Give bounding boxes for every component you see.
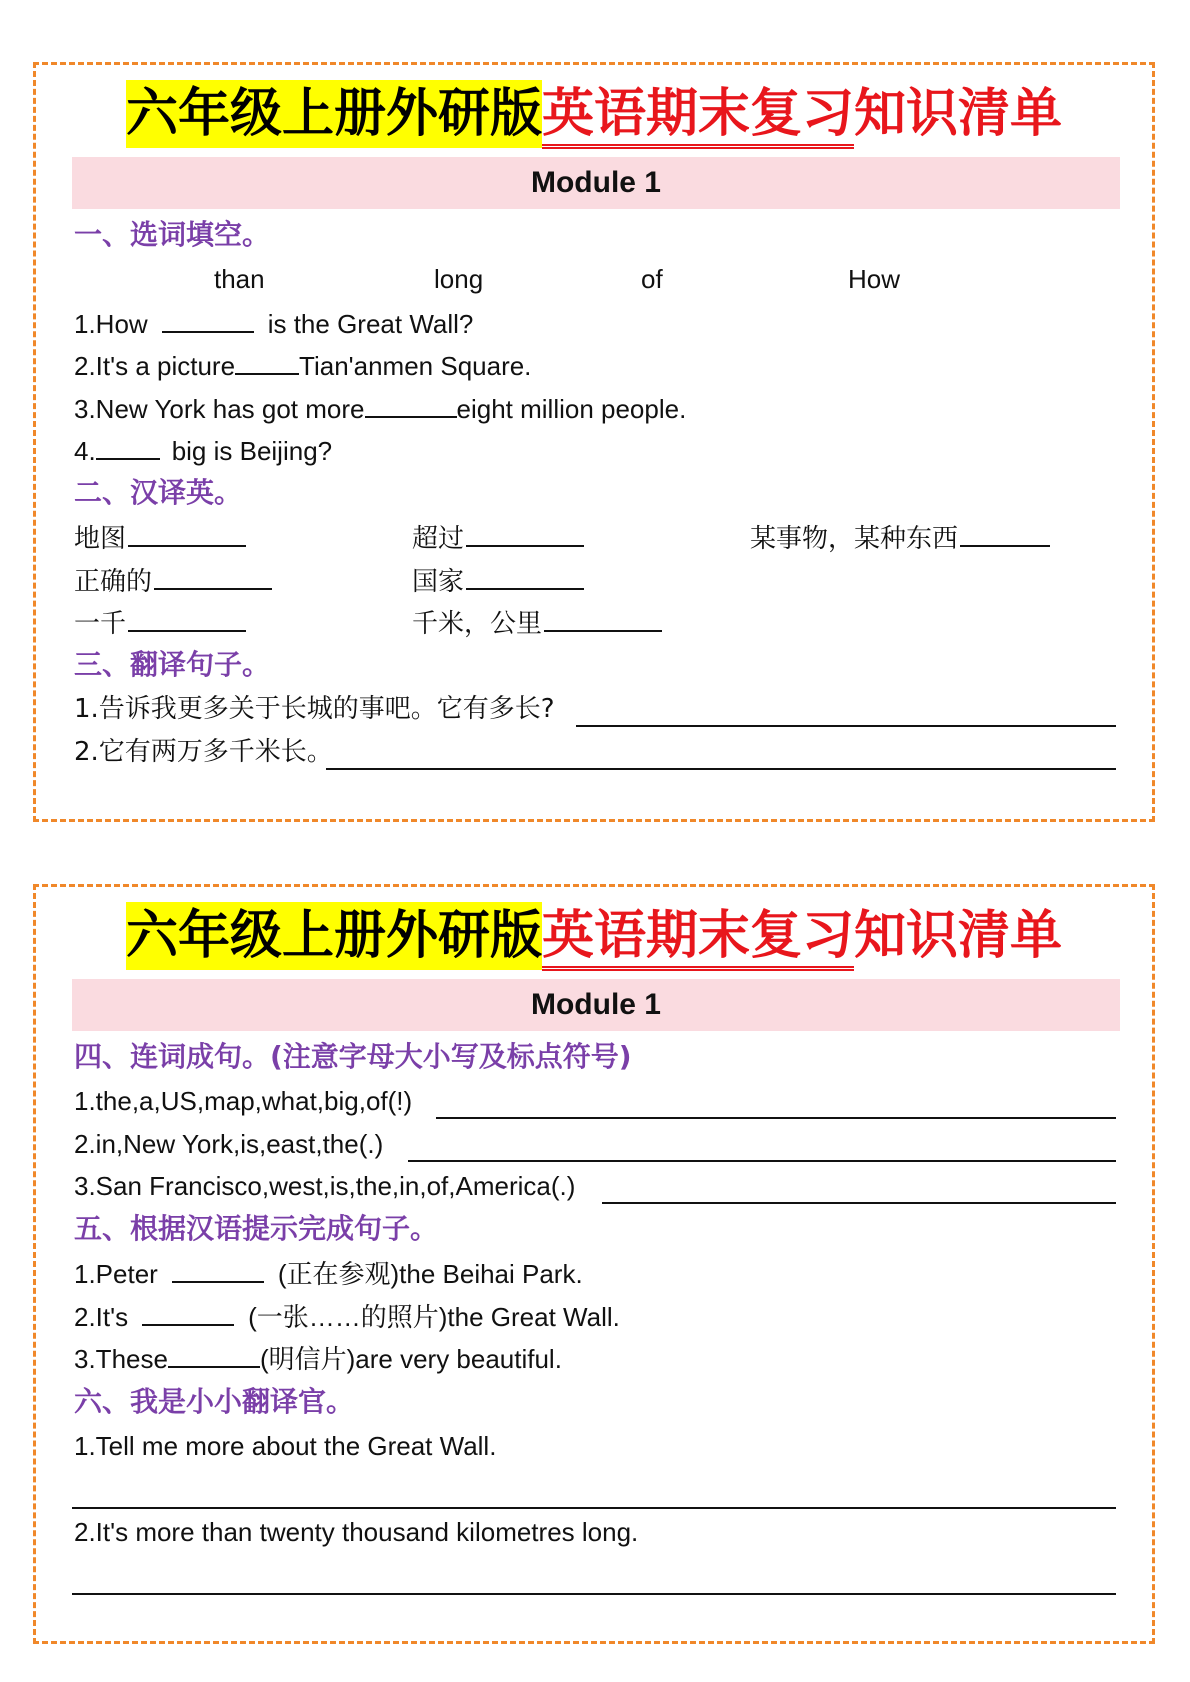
title-underlined: 英语期末复习 <box>542 906 854 971</box>
translate-item <box>412 519 584 557</box>
translate-item <box>74 562 272 600</box>
reorder-item-2 <box>74 1126 1116 1162</box>
sentence-text: 1.Tell me more about the Great Wall. <box>74 1431 497 1461</box>
module-label: Module 1 <box>72 979 1120 1031</box>
reorder-item-1 <box>74 1083 1116 1119</box>
answer-line[interactable] <box>326 768 1116 770</box>
answer-blank[interactable] <box>168 1340 260 1368</box>
question-text: 1.How <box>74 309 148 339</box>
title-highlighted: 六年级上册外研版 <box>126 80 542 148</box>
sentence-text: 1.the,a,US,map,what,big,of(!) <box>74 1086 413 1116</box>
answer-blank[interactable] <box>466 519 584 547</box>
item-label: 国家 <box>412 567 465 597</box>
sentence-text: 2.in,New York,is,east,the(.) <box>74 1129 384 1159</box>
completion-item-2 <box>74 1298 1116 1335</box>
item-label: 地图 <box>74 524 127 554</box>
question-text: 2.It's a picture <box>74 351 236 381</box>
answer-blank[interactable] <box>128 519 246 547</box>
translate-item <box>412 604 662 642</box>
item-label: 一千 <box>74 609 127 639</box>
answer-blank[interactable] <box>544 604 662 632</box>
section-heading-1: 一、选词填空。 <box>74 218 271 251</box>
question-text: (正在参观)the Beihai Park. <box>277 1259 583 1289</box>
question-text: (一张……的照片)the Great Wall. <box>248 1302 620 1332</box>
question-text: 1.Peter <box>74 1259 158 1289</box>
completion-item-1 <box>74 1255 1116 1292</box>
question-text: eight million people. <box>456 394 687 424</box>
sentence-text: 3.San Francisco,west,is,the,in,of,America(.) <box>74 1171 576 1201</box>
section-heading-4: 四、连词成句。(注意字母大小写及标点符号) <box>74 1040 632 1073</box>
answer-blank[interactable] <box>142 1298 234 1326</box>
answer-line[interactable] <box>576 725 1116 727</box>
answer-blank[interactable] <box>172 1255 264 1283</box>
worksheet-card-1 <box>33 62 1155 822</box>
question-1-2 <box>74 347 1116 384</box>
sentence-text: 1.告诉我更多关于长城的事吧。它有多长? <box>74 694 555 724</box>
module-label: Module 1 <box>72 157 1120 209</box>
answer-line[interactable] <box>436 1117 1116 1119</box>
item-label: 某事物，某种东西 <box>750 524 959 554</box>
translate-item <box>74 519 246 557</box>
question-text: big is Beijing? <box>171 436 333 466</box>
answer-blank[interactable] <box>128 604 246 632</box>
question-1-1 <box>74 305 1116 342</box>
answer-blank[interactable] <box>466 562 584 590</box>
answer-blank[interactable] <box>235 347 299 375</box>
sentence-text: 2.它有两万多千米长。 <box>74 737 333 767</box>
translate-sentence-2 <box>74 1514 1116 1550</box>
word-bank <box>36 261 1152 297</box>
answer-blank[interactable] <box>96 432 160 460</box>
translate-item <box>412 562 584 600</box>
question-text: 3.These <box>74 1344 168 1374</box>
section-heading-6: 六、我是小小翻译官。 <box>74 1385 355 1418</box>
answer-line[interactable] <box>408 1160 1116 1162</box>
answer-blank[interactable] <box>365 390 457 418</box>
title-highlighted: 六年级上册外研版 <box>126 902 542 970</box>
word-bank-item: long <box>434 264 484 294</box>
answer-line[interactable] <box>72 1507 1116 1509</box>
section-heading-3: 三、翻译句子。 <box>74 648 271 681</box>
question-text: Tian'anmen Square. <box>299 351 532 381</box>
title-tail: 知识清单 <box>854 84 1063 144</box>
word-bank-item: of <box>641 264 663 294</box>
answer-blank[interactable] <box>162 305 254 333</box>
translate-sentence-1 <box>74 1428 1116 1464</box>
answer-line[interactable] <box>72 1593 1116 1595</box>
completion-item-3 <box>74 1340 1116 1377</box>
translate-item <box>750 519 1050 557</box>
title-underlined: 英语期末复习 <box>542 84 854 149</box>
word-bank-item: than <box>214 264 265 294</box>
question-text: is the Great Wall? <box>267 309 474 339</box>
item-label: 千米，公里 <box>412 609 543 639</box>
section-heading-2: 二、汉译英。 <box>74 476 243 509</box>
question-text: (明信片)are very beautiful. <box>259 1344 562 1374</box>
word-bank-item: How <box>848 264 901 294</box>
reorder-item-3 <box>74 1168 1116 1204</box>
question-1-3 <box>74 390 1116 427</box>
question-text: 4. <box>74 436 96 466</box>
translation-sentence-1 <box>74 691 1116 727</box>
page-title <box>36 905 1152 967</box>
section-heading-5: 五、根据汉语提示完成句子。 <box>74 1212 439 1245</box>
sentence-text: 2.It's more than twenty thousand kilometres long. <box>74 1517 639 1547</box>
answer-blank[interactable] <box>960 519 1050 547</box>
question-text: 2.It's <box>74 1302 129 1332</box>
item-label: 正确的 <box>74 567 153 597</box>
translation-sentence-2 <box>74 734 1116 770</box>
item-label: 超过 <box>412 524 465 554</box>
answer-blank[interactable] <box>154 562 272 590</box>
answer-line[interactable] <box>602 1202 1116 1204</box>
question-text: 3.New York has got more <box>74 394 365 424</box>
page-title <box>36 83 1152 145</box>
title-tail: 知识清单 <box>854 906 1063 966</box>
question-1-4 <box>74 432 1116 469</box>
translate-item <box>74 604 246 642</box>
worksheet-card-2 <box>33 884 1155 1644</box>
